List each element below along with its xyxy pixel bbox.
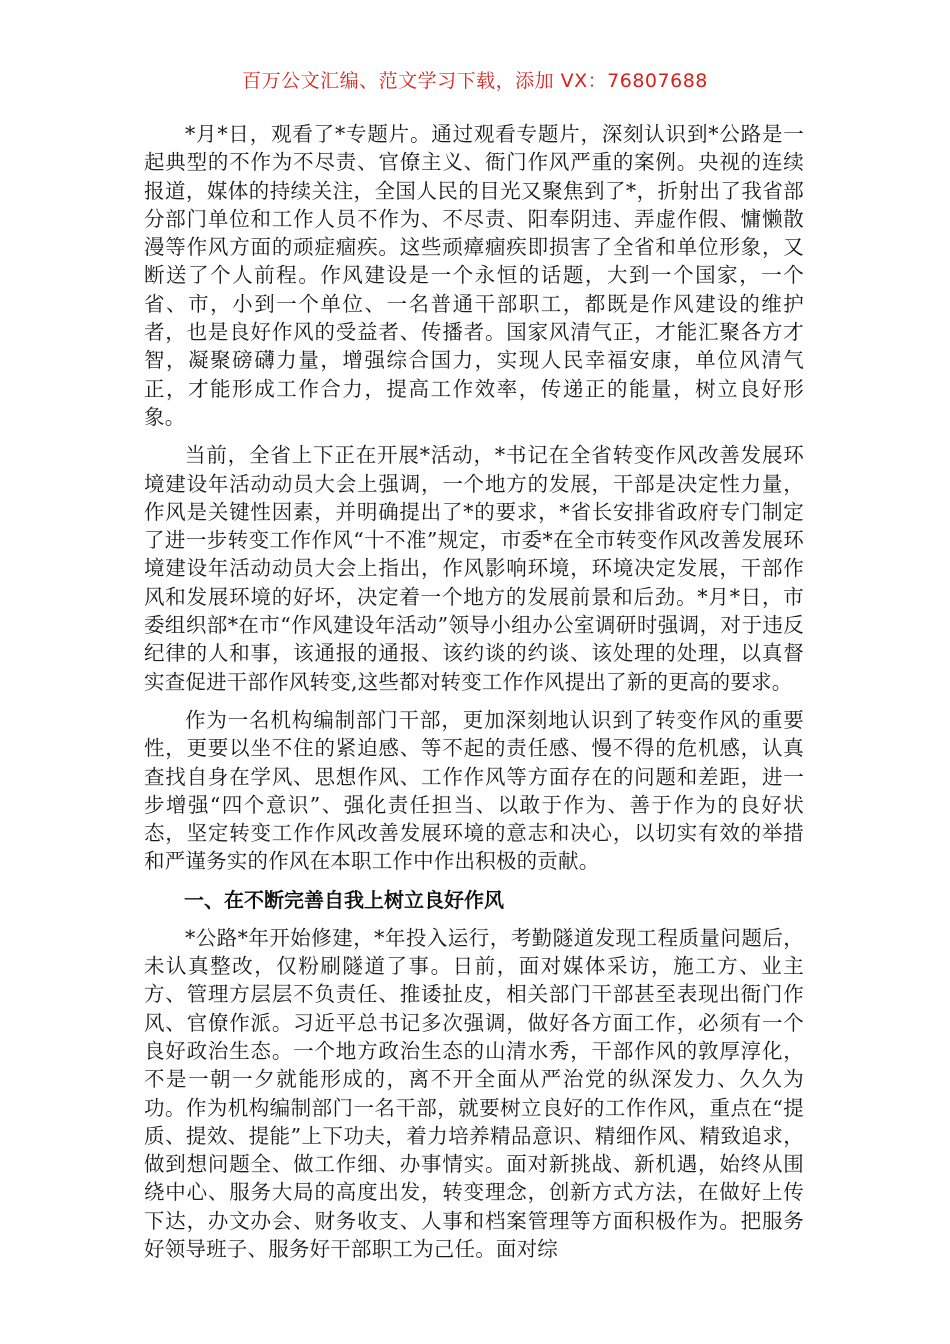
- document-body: [144, 120, 804, 1263]
- paragraph-4: *公路*年开始修建，*年投入运行，考勤隧道发现工程质量问题后，未认真整改，仅粉刷隧道了事。日前，面对媒体采访，施工方、业主方、管理方层层不负责任、推诿扯皮，相关部门干部甚至表现出衙门作风、官僚作派。习近平总书记多次强调，做好各方面工作，必须有一个良好政治生态。一个地方政治生态的山清水秀，干部作风的敦厚淳化，不是一朝一夕就能形成的，离不开全面从严治党的纵深发力、久久为功。作为机构编制部门一名干部，就要树立良好的工作作风，重点在“提质、提效、提能”上下功夫，着力培养精品意识、精细作风、精致追求，做到想问题全、做工作细、办事情实。面对新挑战、新机遇，始终从围绕中心、服务大局的高度出发，转变理念，创新方式方法，在做好上传下达，办文办会、财务收支、人事和档案管理等方面积极作为。把服务好领导班子、服务好干部职工为己任。面对综: [144, 925, 804, 1261]
- header-banner: 百万公文汇编、范文学习下载，添加 VX：76807688: [242, 70, 708, 92]
- paragraph-2: 当前，全省上下正在开展*活动，*书记在全省转变作风改善发展环境建设年活动动员大会上强调，一个地方的发展，干部是决定性力量，作风是关键性因素，并明确提出了*的要求，*省长安排省政府专门制定了进一步转变工作作风“十不准”规定，市委*在全市转变作风改善发展环境建设年活动动员大会上指出，作风影响环境，环境决定发展，干部作风和发展环境的好坏，决定着一个地方的发展前景和后劲。*月*日，市委组织部*在市“作风建设年活动”领导小组办公室调研时强调，对于违反纪律的人和事，该通报的通报、该约谈的约谈、该处理的处理，以真督实查促进干部作风转变,这些都对转变工作作风提出了新的更高的要求。: [144, 443, 804, 694]
- section-heading-1: 一、在不断完善自我上树立良好作风: [184, 887, 504, 912]
- paragraph-3: 作为一名机构编制部门干部，更加深刻地认识到了转变作风的重要性，更要以坐不住的紧迫感、等不起的责任感、慢不得的危机感，认真查找自身在学风、思想作风、工作作风等方面存在的问题和差距，进一步增强“四个意识”、强化责任担当、以敢于作为、善于作为的良好状态，坚定转变工作作风改善发展环境的意志和决心，以切实有效的举措和严谨务实的作风在本职工作中作出积极的贡献。: [144, 707, 804, 874]
- paragraph-1: *月*日，观看了*专题片。通过观看专题片，深刻认识到*公路是一起典型的不作为不尽责、官僚主义、衙门作风严重的案例。央视的连续报道，媒体的持续关注，全国人民的目光又聚焦到了*，折射出了我省部分部门单位和工作人员不作为、不尽责、阳奉阴违、弄虚作假、慵懒散漫等作风方面的顽症痼疾。这些顽瘴痼疾即损害了全省和单位形象，又断送了个人前程。作风建设是一个永恒的话题，大到一个国家，一个省、市，小到一个单位、一名普通干部职工，都既是作风建设的维护者，也是良好作风的受益者、传播者。国家风清气正，才能汇聚各方才智，凝聚磅礴力量，增强综合国力，实现人民幸福安康，单位风清气正，才能形成工作合力，提高工作效率，传递正的能量，树立良好形象。: [144, 122, 804, 429]
